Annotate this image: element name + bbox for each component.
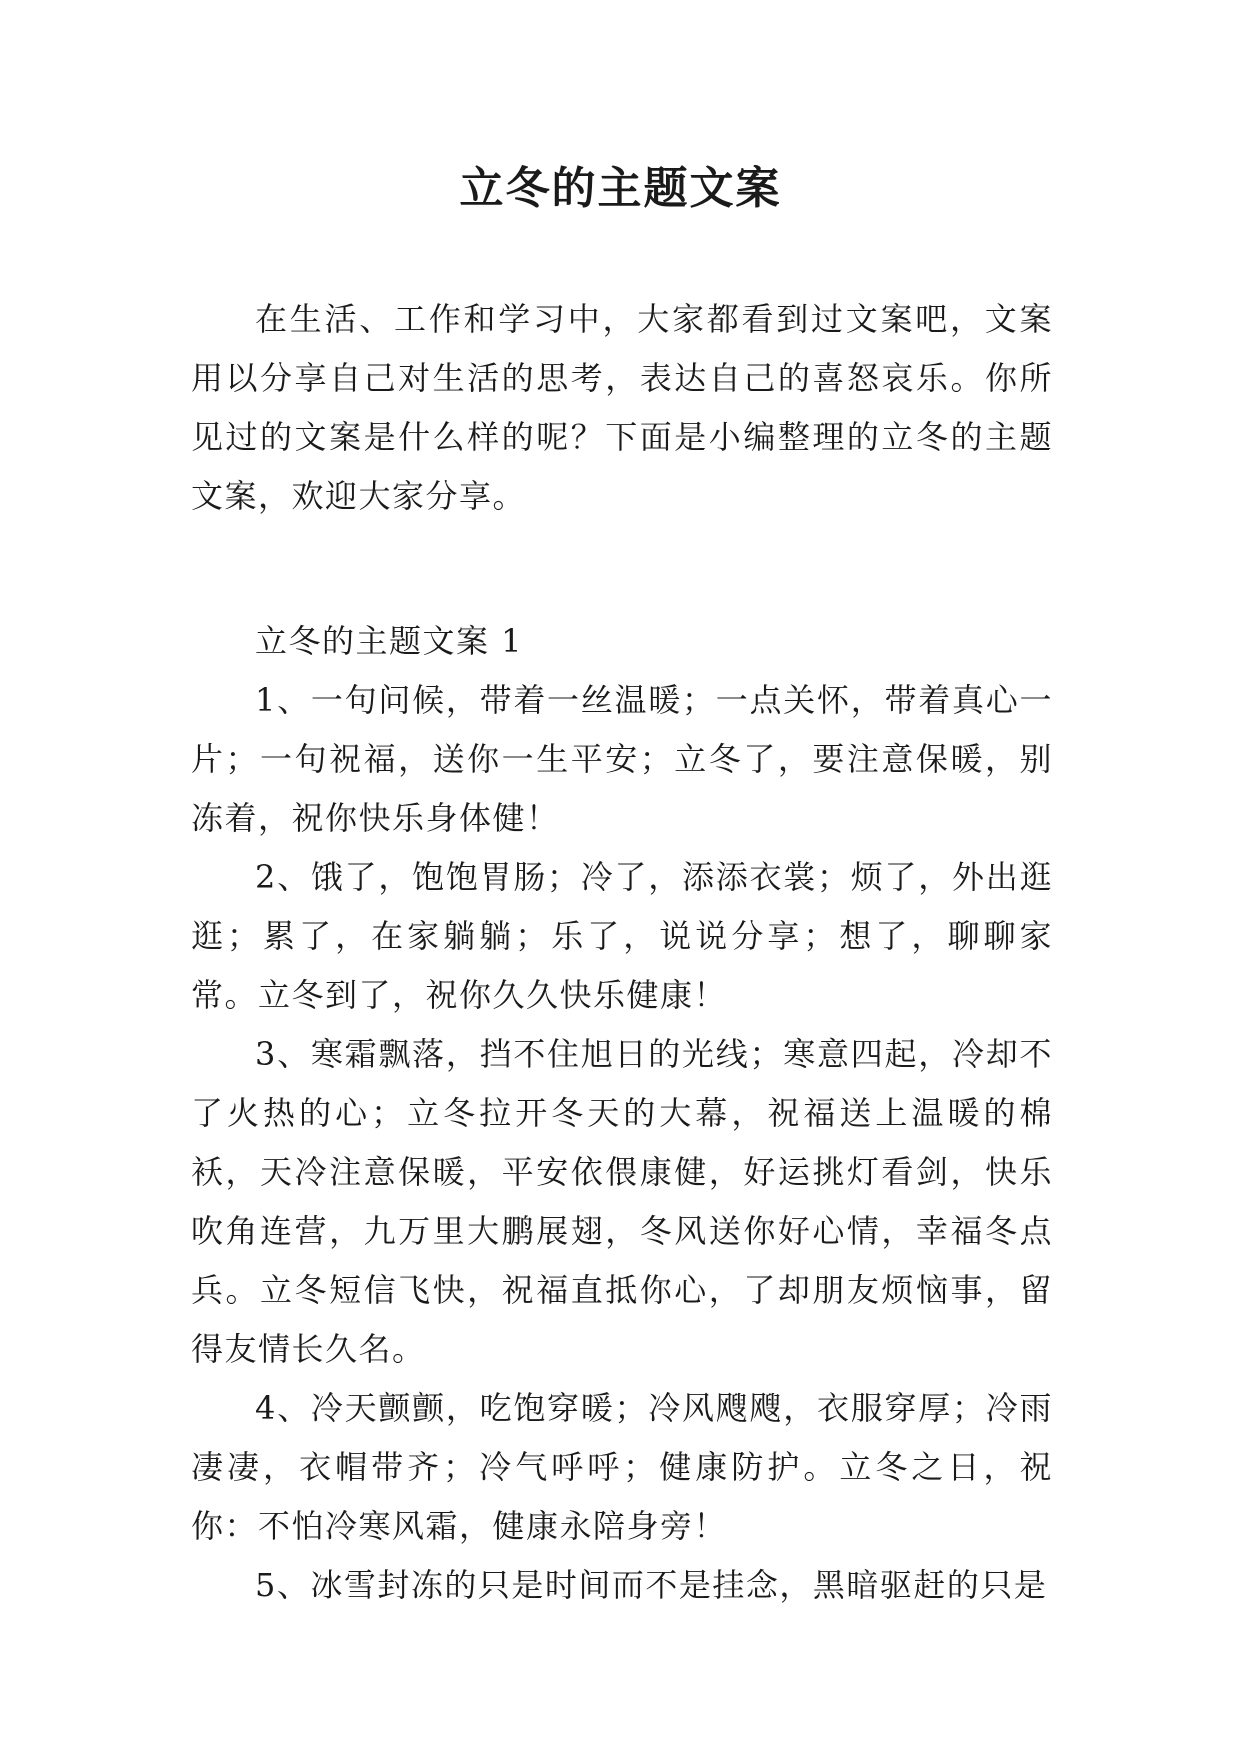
intro-paragraph: 在生活、工作和学习中，大家都看到过文案吧，文案用以分享自己对生活的思考，表达自己的喜怒哀乐。你所见过的文案是什么样的呢？下面是小编整理的立冬的主题文案，欢迎大家分享。 xyxy=(191,300,1053,515)
document-title: 立冬的主题文案 xyxy=(459,163,782,214)
list-item: 4、冷天颤颤，吃饱穿暖；冷风飕飕，衣服穿厚；冷雨凄凄，衣帽带齐；冷气呼呼；健康防护。立冬之日，祝你：不怕冷寒风霜，健康永陪身旁！ xyxy=(191,1389,1053,1545)
list-item: 1、一句问候，带着一丝温暖；一点关怀，带着真心一片；一句祝福，送你一生平安；立冬了，要注意保暖，别冻着，祝你快乐身体健！ xyxy=(191,681,1053,837)
list-item: 5、冰雪封冻的只是时间而不是挂念，黑暗驱赶的只是 xyxy=(255,1566,1048,1604)
document-body xyxy=(191,290,1053,1615)
section-heading: 立冬的主题文案 1 xyxy=(255,622,524,660)
list-item: 2、饿了，饱饱胃肠；冷了，添添衣裳；烦了，外出逛逛；累了，在家躺躺；乐了，说说分享；想了，聊聊家常。立冬到了，祝你久久快乐健康！ xyxy=(191,858,1053,1014)
list-item: 3、寒霜飘落，挡不住旭日的光线；寒意四起，冷却不了火热的心；立冬拉开冬天的大幕，祝福送上温暖的棉袄，天冷注意保暖，平安依偎康健，好运挑灯看剑，快乐吹角连营，九万里大鹏展翅，冬风送你好心情，幸福冬点兵。立冬短信飞快，祝福直抵你心，了却朋友烦恼事，留得友情长久名。 xyxy=(191,1035,1053,1368)
